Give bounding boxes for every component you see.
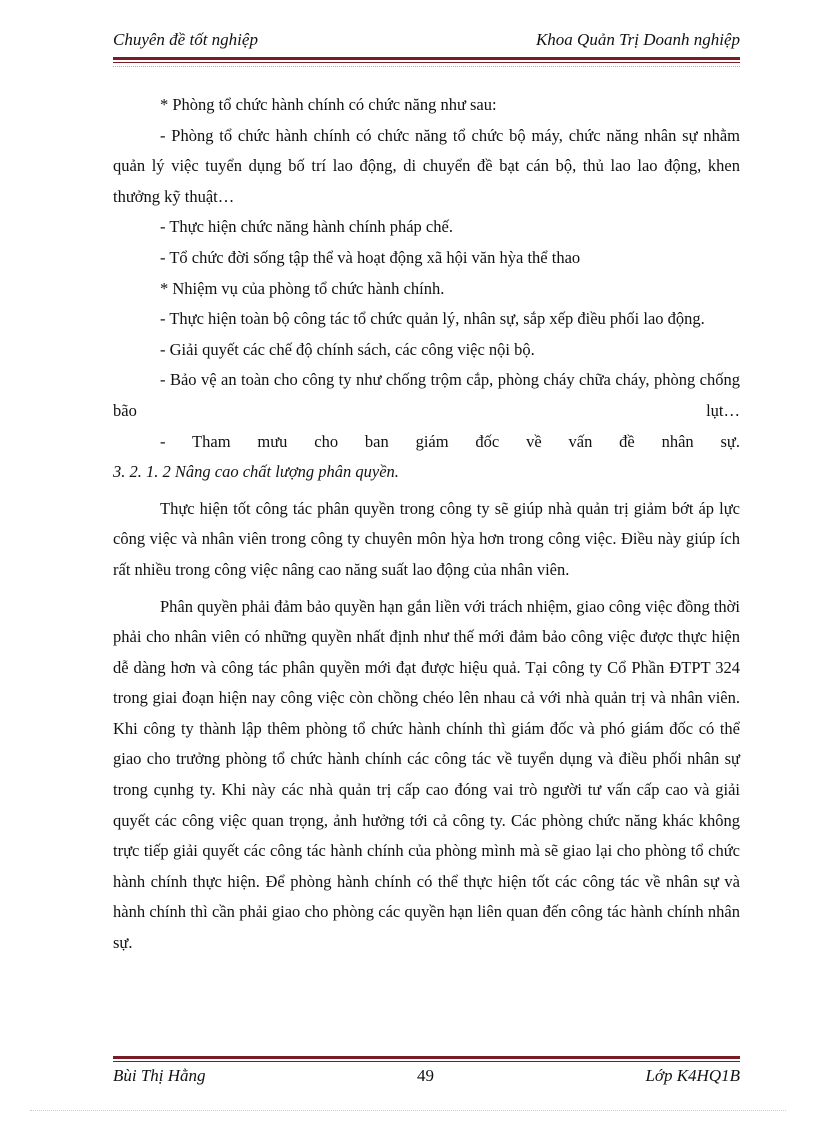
section-subheading: 3. 2. 1. 2 Nâng cao chất lượng phân quyền. [113,462,399,482]
page-body [113,90,740,959]
footer-rule [113,1056,740,1062]
paragraph: - Bảo vệ an toàn cho công ty như chống trộm cắp, phòng cháy chữa cháy, phòng chống bão lụt… [113,370,740,420]
page-number: 49 [417,1066,434,1085]
paragraph: * Nhiệm vụ của phòng tổ chức hành chính. [160,278,445,298]
page-header [113,30,740,56]
paragraph: - Tổ chức đời sống tập thể và hoạt động xã hội văn hỳa thể thao [160,247,581,267]
paragraph: - Thực hiện chức năng hành chính pháp chế. [160,217,453,237]
footer-author: Bùi Thị Hằng [113,1066,206,1085]
paragraph: - Phòng tổ chức hành chính có chức năng tổ chức bộ máy, chức năng nhân sự nhằm quản lý việc tuyển dụng bố trí lao động, di chuyển đề bạt cán bộ, thủ lao lao động, khen thưởng kỹ thuật… [113,125,740,206]
paragraph: Thực hiện tốt công tác phân quyền trong công ty sẽ giúp nhà quản trị giảm bớt áp lực công việc và nhân viên trong công ty chuyên môn hỳa hơn trong công việc. Điều này giúp ích rất nhiều trong công việc nâng cao năng suất lao động của nhân viên. [113,498,740,579]
paragraph: - Tham mưu cho ban giám đốc về vấn đề nhân sự. [160,431,740,451]
header-department: Khoa Quản Trị Doanh nghiệp [535,30,740,49]
paragraph: Phân quyền phải đảm bảo quyền hạn gắn liền với trách nhiệm, giao công việc đồng thời phải cho nhân viên có những quyền nhất định như thế mới đảm bảo công việc được thực hiện dễ dàng hơn và công tác phân quyền mới đạt được hiệu quả. Tại công ty Cổ Phần ĐTPT 324 trong giai đoạn hiện nay công việc còn chồng chéo lên nhau cả với nhà quản trị và nhân viên. Khi công ty thành lập thêm phòng tổ chức hành chính thì giám đốc và phó giám đốc có thể giao cho trưởng phòng tổ chức hành chính các công tác về tuyển dụng và điều phối nhân sự trong cụnhg ty. Khi này các nhà quản trị cấp cao đóng vai trò người tư vấn cấp cao và giải quyết các công việc quan trọng, ảnh hưởng tới cả công ty. Các phòng chức năng khác không trực tiếp giải quyết các công tác hành chính của phòng mình mà sẽ giao lại cho phòng tổ chức hành chính thực hiện. Để phòng hành chính có thể thực hiện tốt các công tác về nhân sự và hành chính thì cần phải giao cho phòng các quyền hạn liên quan đến công tác hành chính nhân sự. [113,596,740,953]
header-rule [113,57,740,67]
header-title: Chuyên đề tốt nghiệp [113,30,258,49]
paragraph: - Thực hiện toàn bộ công tác tổ chức quản lý, nhân sự, sắp xếp điều phối lao động. [160,309,705,329]
page-edge-dots [30,1110,786,1111]
paragraph: - Giải quyết các chế độ chính sách, các công việc nội bộ. [160,339,535,359]
footer-class: Lớp K4HQ1B [645,1066,740,1085]
paragraph: * Phòng tổ chức hành chính có chức năng như sau: [160,95,497,114]
page-footer [113,1066,740,1090]
